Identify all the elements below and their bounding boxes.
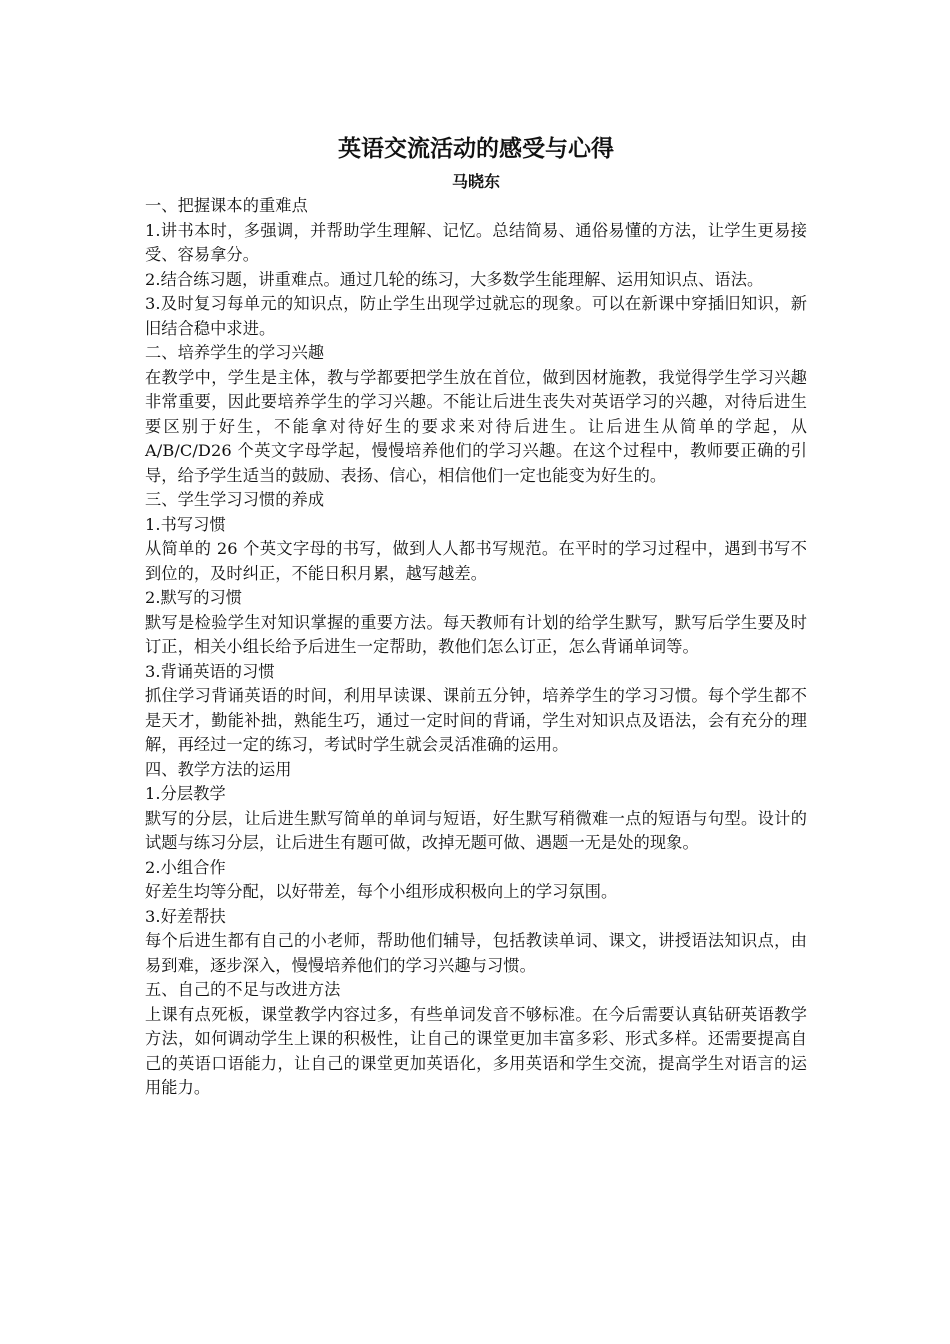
document-title: 英语交流活动的感受与心得 (338, 135, 614, 162)
subheading: 1.书写习惯 (145, 514, 226, 534)
paragraph: 3.及时复习每单元的知识点，防止学生出现学过就忘的现象。可以在新课中穿插旧知识，新旧结合稳中求进。 (145, 294, 807, 338)
section-heading-2: 二、培养学生的学习兴趣 (145, 343, 325, 362)
section-heading-3: 三、学生学习习惯的养成 (145, 490, 325, 509)
subheading: 2.小组合作 (145, 857, 226, 877)
section-heading-4: 四、教学方法的运用 (145, 759, 292, 779)
subheading: 1.分层教学 (145, 784, 226, 803)
section-heading-1: 一、把握课本的重难点 (145, 196, 308, 215)
paragraph: 好差生均等分配，以好带差，每个小组形成积极向上的学习氛围。 (145, 882, 618, 901)
paragraph: 1.讲书本时，多强调，并帮助学生理解、记忆。总结简易、通俗易懂的方法，让学生更易接受、容易拿分。 (145, 220, 807, 264)
paragraph: 在教学中，学生是主体，教与学都要把学生放在首位，做到因材施教，我觉得学生学习兴趣非常重要，因此要培养学生的学习兴趣。不能让后进生丧失对英语学习的兴趣，对待后进生要区别于好生，不能拿对待好生的要求来对待后进生。让后进生从简单的学起，从 A/B/C/D26 个英文字母学起，慢慢培养他们的学习兴趣。在这个过程中，教师要正确的引导，给予学生适当的鼓励、表扬、信心，相信他们一定也能变为好生的。 (145, 367, 807, 485)
subheading: 2.默写的习惯 (145, 588, 243, 607)
section-heading-5: 五、自己的不足与改进方法 (145, 980, 341, 999)
paragraph: 2.结合练习题，讲重难点。通过几轮的练习，大多数学生能理解、运用知识点、语法。 (145, 269, 764, 289)
subheading: 3.背诵英语的习惯 (145, 661, 275, 681)
paragraph: 默写是检验学生对知识掌握的重要方法。每天教师有计划的给学生默写，默写后学生要及时订正，相关小组长给予后进生一定帮助，教他们怎么订正，怎么背诵单词等。 (145, 612, 807, 656)
paragraph: 默写的分层，让后进生默写简单的单词与短语，好生默写稍微难一点的短语与句型。设计的试题与练习分层，让后进生有题可做，改掉无题可做、遇题一无是处的现象。 (145, 808, 807, 852)
paragraph: 每个后进生都有自己的小老师，帮助他们辅导，包括教读单词、课文，讲授语法知识点，由易到难，逐步深入，慢慢培养他们的学习兴趣与习惯。 (145, 931, 807, 975)
paragraph: 上课有点死板，课堂教学内容过多，有些单词发音不够标准。在今后需要认真钻研英语教学方法，如何调动学生上课的积极性，让自己的课堂更加丰富多彩、形式多样。还需要提高自己的英语口语能力，让自己的课堂更加英语化，多用英语和学生交流，提高学生对语言的运用能力。 (145, 1004, 807, 1097)
paragraph: 从简单的 26 个英文字母的书写，做到人人都书写规范。在平时的学习过程中，遇到书写不到位的，及时纠正，不能日积月累，越写越差。 (145, 539, 807, 583)
author-name: 马晓东 (451, 172, 500, 191)
paragraph: 抓住学习背诵英语的时间，利用早读课、课前五分钟，培养学生的学习习惯。每个学生都不是天才，勤能补拙，熟能生巧，通过一定时间的背诵，学生对知识点及语法，会有充分的理解，再经过一定的练习，考试时学生就会灵活准确的运用。 (145, 686, 807, 754)
subheading: 3.好差帮扶 (145, 906, 226, 926)
document-body (145, 194, 807, 1101)
